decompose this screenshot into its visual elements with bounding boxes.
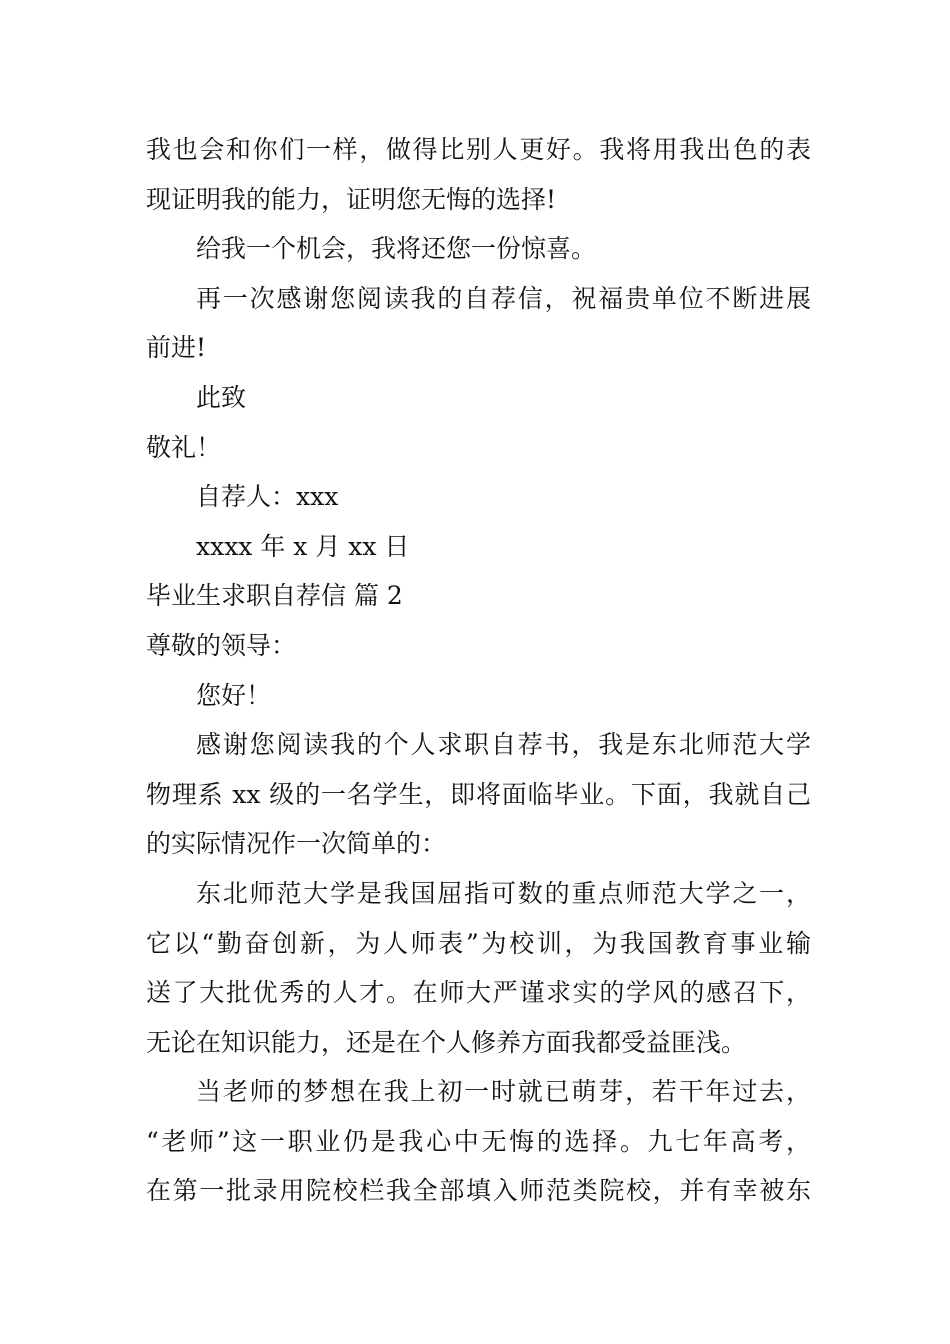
section-title: 毕业生求职自荐信 篇 2 xyxy=(146,581,403,611)
body-line: 无论在知识能力，还是在个人修养方面我都受益匪浅。 xyxy=(146,1027,747,1057)
greeting-recipient: 尊敬的领导： xyxy=(146,630,297,660)
body-line: 它以“勤奋创新，为人师表”为校训，为我国教育事业输 xyxy=(146,928,811,958)
letter-body xyxy=(146,125,811,1216)
body-line: 再一次感谢您阅读我的自荐信，祝福贵单位不断进展 xyxy=(196,283,811,313)
closing-salutation: 此致 xyxy=(196,382,247,412)
body-line: 前进! xyxy=(146,333,207,363)
body-line: 当老师的梦想在我上初一时就已萌芽，若干年过去， xyxy=(196,1077,811,1107)
signature-line: 自荐人：xxx xyxy=(196,482,339,512)
body-line: 送了大批优秀的人才。在师大严谨求实的学风的感召下， xyxy=(146,978,811,1008)
body-line: 在第一批录用院校栏我全部填入师范类院校，并有幸被东 xyxy=(146,1176,811,1206)
body-line: 物理系 xx 级的一名学生，即将面临毕业。下面，我就自己 xyxy=(146,779,811,809)
body-line: 现证明我的能力，证明您无悔的选择! xyxy=(146,184,557,214)
body-line: 我也会和你们一样，做得比别人更好。我将用我出色的表 xyxy=(146,135,811,164)
body-line: 感谢您阅读我的个人求职自荐书，我是东北师范大学 xyxy=(196,730,811,760)
closing-regards: 敬礼！ xyxy=(146,432,222,462)
body-line: “老师”这一职业仍是我心中无悔的选择。九七年高考， xyxy=(146,1126,811,1156)
body-line: 的实际情况作一次简单的： xyxy=(146,829,447,859)
body-line: 给我一个机会，我将还您一份惊喜。 xyxy=(196,234,597,264)
body-line: 东北师范大学是我国屈指可数的重点师范大学之一， xyxy=(196,878,811,908)
greeting-hello: 您好！ xyxy=(196,680,272,710)
date-line: xxxx 年 x 月 xx 日 xyxy=(196,531,410,561)
